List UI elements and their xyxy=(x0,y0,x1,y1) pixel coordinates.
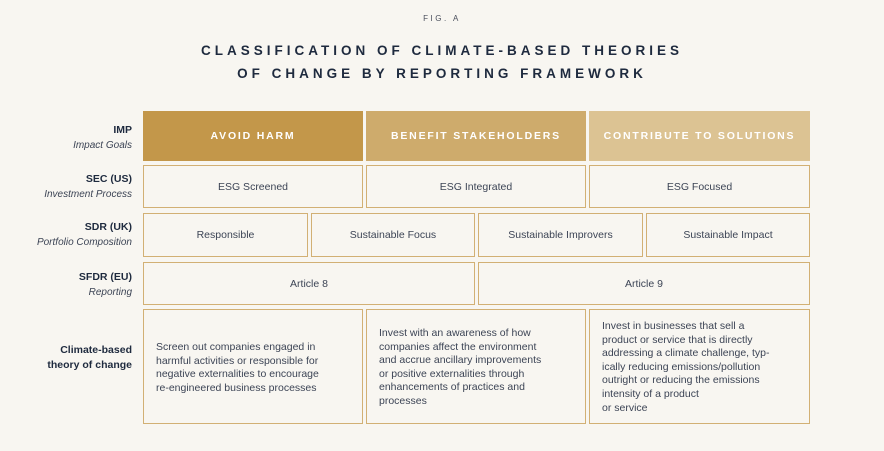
row-label-climate xyxy=(47,343,132,373)
row-label-main: theory of change xyxy=(47,359,132,371)
theory-line: negative externalities to encourage xyxy=(156,368,319,381)
theory-line: companies affect the environment xyxy=(379,340,537,353)
theory-cell-contribute-to-solutions xyxy=(589,309,810,424)
theory-line: addressing a climate challenge, typ- xyxy=(602,347,770,360)
goal-band-avoid-harm: AVOID HARM xyxy=(143,111,363,161)
theory-line: processes xyxy=(379,394,427,407)
row-label-main: SFDR (EU) xyxy=(78,271,132,283)
theory-line: Invest in businesses that sell a xyxy=(602,320,745,332)
sdr-cell-sustainable-focus: Sustainable Focus xyxy=(311,213,475,257)
sfdr-cell-article-9: Article 9 xyxy=(478,262,810,305)
sec-cell-esg-focused: ESG Focused xyxy=(589,165,810,208)
sec-cell-esg-integrated: ESG Integrated xyxy=(366,165,586,208)
sdr-cell-responsible: Responsible xyxy=(143,213,308,257)
theory-line: ically reducing emissions/pollution xyxy=(602,360,761,373)
goal-band-benefit-stakeholders: BENEFIT STAKEHOLDERS xyxy=(366,111,586,161)
row-label-main: SDR (UK) xyxy=(84,221,132,233)
row-label-main: SEC (US) xyxy=(85,173,132,185)
row-label-sub: Portfolio Composition xyxy=(36,237,132,248)
theory-line: outright or reducing the emissions xyxy=(602,374,760,387)
row-label-sub: Investment Process xyxy=(44,189,132,200)
figure-label: FIG. A xyxy=(423,14,461,23)
sec-cell-esg-screened: ESG Screened xyxy=(143,165,363,208)
row-label-sub: Impact Goals xyxy=(73,140,132,151)
sfdr-cell-article-8: Article 8 xyxy=(143,262,475,305)
sdr-cell-sustainable-impact: Sustainable Impact xyxy=(646,213,810,257)
row-label-sec xyxy=(44,172,132,202)
theory-line: and accrue ancillary improvements xyxy=(379,354,542,367)
figure-title-line-1: CLASSIFICATION OF CLIMATE-BASED THEORIES xyxy=(201,43,683,58)
row-label-main: IMP xyxy=(113,124,132,136)
theory-line: re-engineered business processes xyxy=(156,381,317,394)
theory-line: harmful activities or responsible for xyxy=(156,354,319,367)
theory-cell-benefit-stakeholders xyxy=(366,309,586,424)
row-label-sdr xyxy=(37,220,132,250)
theory-cell-avoid-harm xyxy=(143,309,363,424)
goal-band-contribute-to-solutions: CONTRIBUTE TO SOLUTIONS xyxy=(589,111,810,161)
figure-title-line-2: OF CHANGE BY REPORTING FRAMEWORK xyxy=(237,66,647,81)
theory-line: enhancements of practices and xyxy=(379,381,525,394)
theory-line: product or service that is directly xyxy=(602,333,753,346)
row-label-sfdr xyxy=(79,270,132,300)
theory-line: Screen out companies engaged in xyxy=(156,341,316,353)
row-label-imp xyxy=(73,123,132,153)
theory-line: intensity of a product xyxy=(602,387,699,400)
theory-line: or positive externalities through xyxy=(379,367,525,380)
row-label-sub: Reporting xyxy=(88,287,132,298)
theory-line: Invest with an awareness of how xyxy=(379,327,531,339)
row-label-main: Climate-based xyxy=(60,344,132,356)
theory-line: or service xyxy=(602,401,648,414)
sdr-cell-sustainable-improvers: Sustainable Improvers xyxy=(478,213,643,257)
